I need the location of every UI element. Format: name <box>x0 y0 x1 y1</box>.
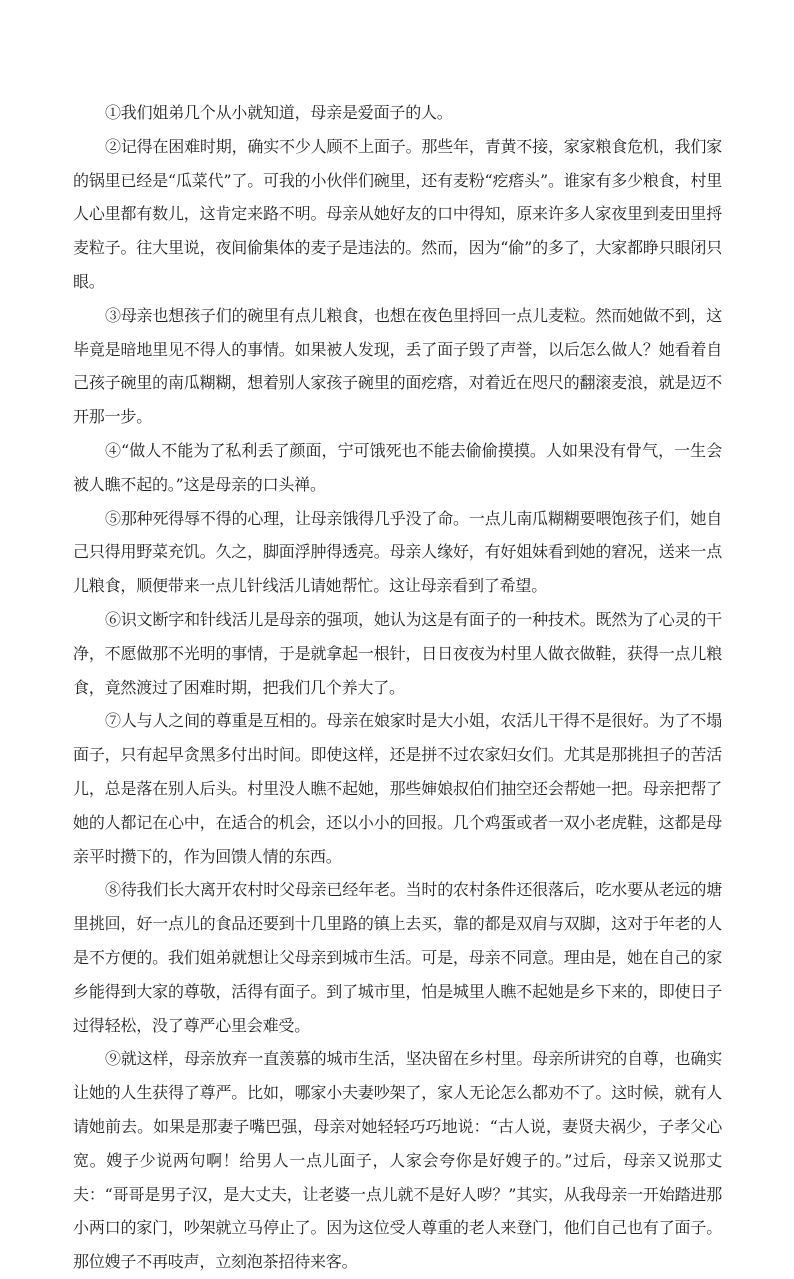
paragraph-5: ⑤那种死得辱不得的心理，让母亲饿得几乎没了命。一点儿南瓜糊糊要喂饱孩子们，她自己只得用野菜充饥。久之，脚面浮肿得透亮。母亲人缘好，有好姐妹看到她的窘况，送来一点儿粮食，顺便带来一点儿针线活儿请她帮忙。这让母亲看到了希望。 <box>73 508 722 596</box>
document-body <box>73 96 722 1279</box>
paragraph-2: ②记得在困难时期，确实不少人顾不上面子。那些年，青黄不接，家家粮食危机，我们家的锅里已经是“瓜菜代”了。可我的小伙伴们碗里，还有麦粉“疙瘩头”。谁家有多少粮食，村里人心里都有数儿，这肯定来路不明。母亲从她好友的口中得知，原来许多人家夜里到麦田里捋麦粒子。往大里说，夜间偷集体的麦子是违法的。然而，因为“偷”的多了，大家都睁只眼闭只眼。 <box>73 136 722 291</box>
paragraph-6: ⑥识文断字和针线活儿是母亲的强项，她认为这是有面子的一种技术。既然为了心灵的干净，不愿做那不光明的事情，于是就拿起一根针，日日夜夜为村里人做衣做鞋，获得一点儿粮食，竟然渡过了困难时期，把我们几个养大了。 <box>73 609 722 697</box>
paragraph-3: ③母亲也想孩子们的碗里有点儿粮食，也想在夜色里捋回一点儿麦粒。然而她做不到，这毕竟是暗地里见不得人的事情。如果被人发现，丢了面子毁了声誉，以后怎么做人？她看着自己孩子碗里的南瓜糊糊，想着别人家孩子碗里的面疙瘩，对着近在咫尺的翻滚麦浪，就是迈不开那一步。 <box>73 305 722 427</box>
paragraph-7: ⑦人与人之间的尊重是互相的。母亲在娘家时是大小姐，农活儿干得不是很好。为了不塌面子，只有起早贪黑多付出时间。即使这样，还是拼不过农家妇女们。尤其是那挑担子的苦活儿，总是落在别人后头。村里没人瞧不起她，那些婶娘叔伯们抽空还会帮她一把。母亲把帮了她的人都记在心中，在适合的机会，还以小小的回报。几个鸡蛋或者一双小老虎鞋，这都是母亲平时攒下的，作为回馈人情的东西。 <box>73 711 722 866</box>
paragraph-1: ①我们姐弟几个从小就知道，母亲是爱面子的人。 <box>105 103 453 122</box>
paragraph-9: ⑨就这样，母亲放弃一直羡慕的城市生活，坚决留在乡村里。母亲所讲究的自尊，也确实让她的人生获得了尊严。比如，哪家小夫妻吵架了，家人无论怎么都劝不了。这时候，就有人请她前去。如果是那妻子嘴巴强，母亲对她轻轻巧巧地说：“古人说，妻贤夫祸少，子孝父心宽。嫂子少说两句啊！给男人一点儿面子，人家会夸你是好嫂子的。”过后，母亲又说那丈夫：“哥哥是男子汉，是大丈夫，让老婆一点儿就不是好人哕？”其实，从我母亲一开始踏进那小两口的家门，吵架就立马停止了。因为这位受人尊重的老人来登门，他们自己也有了面子。那位嫂子不再吱声，立刻泡茶招待来客。 <box>73 1049 722 1272</box>
paragraph-8: ⑧待我们长大离开农村时父母亲已经年老。当时的农村条件还很落后，吃水要从老远的塘里挑回，好一点儿的食品还要到十几里路的镇上去买，靠的都是双肩与双脚，这对于年老的人是不方便的。我们姐弟就想让父母亲到城市生活。可是，母亲不同意。理由是，她在自己的家乡能得到大家的尊敬，活得有面子。到了城市里，怕是城里人瞧不起她是乡下来的，即使日子过得轻松，没了尊严心里会难受。 <box>73 880 722 1035</box>
paragraph-4: ④“做人不能为了私利丢了颜面，宁可饿死也不能去偷偷摸摸。人如果没有骨气，一生会被人瞧不起的。”这是母亲的口头禅。 <box>73 440 722 494</box>
